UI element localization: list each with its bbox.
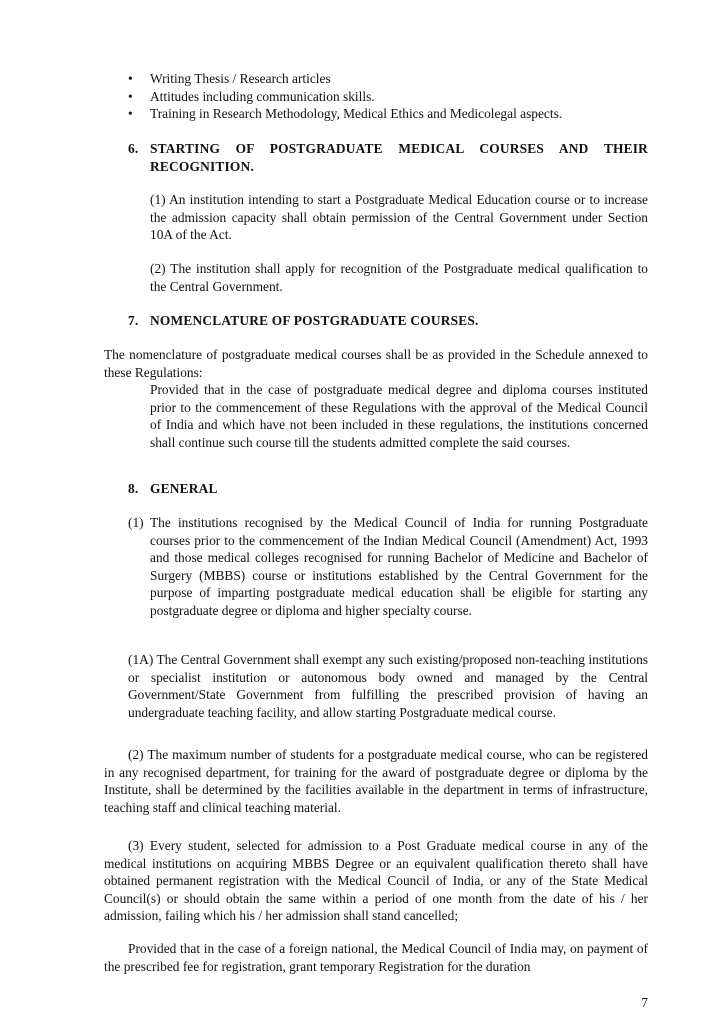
- section-7-heading: NOMENCLATURE OF POSTGRADUATE COURSES.: [150, 313, 479, 328]
- section-6-number: 6.: [128, 141, 139, 156]
- section-7-proviso: Provided that in the case of postgraduate medical degree and diploma courses instituted prior to the commencement of these Regulations with the approval of the Medical Council of India and which have not been included in these regulations, the institutions concerned shall continue such course till the students admitted complete the said courses.: [150, 382, 648, 450]
- section-8-heading: GENERAL: [150, 481, 218, 496]
- section-7-para-1: The nomenclature of postgraduate medical courses shall be as provided in the Schedule annexed to these Regulations:: [104, 347, 648, 380]
- bullet-icon: •: [128, 106, 133, 122]
- list-item: [128, 70, 668, 88]
- bullet-text: Training in Research Methodology, Medical Ethics and Medicolegal aspects.: [150, 106, 563, 122]
- clause-3-proviso: Provided that in the case of a foreign national, the Medical Council of India may, on payment of the prescribed fee for registration, grant temporary Registration for the duration: [104, 941, 648, 974]
- bullet-text: Writing Thesis / Research articles: [150, 71, 331, 86]
- section-7-number: 7.: [128, 313, 139, 328]
- clause-2: (2) The maximum number of students for a postgraduate medical course, who can be registered in any recognised department, for training for the award of postgraduate degree or diploma by the Institute, shall be determined by the facilities available in the department in terms of infrastructure, teaching staff and clinical teaching material.: [104, 747, 648, 815]
- bullet-icon: •: [128, 71, 133, 86]
- clause-1-number: (1): [128, 515, 144, 530]
- section-6-para-2: (2) The institution shall apply for recognition of the Postgraduate medical qualification to the Central Government.: [150, 261, 648, 294]
- bullet-icon: •: [128, 88, 133, 104]
- clause-1a: (1A) The Central Government shall exempt any such existing/proposed non-teaching institutions or specialist institution or autonomous body owned and managed by the Central Government/State Government from fulfilling the prescribed provision of having an undergraduate teaching facility, and allow starting Postgraduate medical course.: [128, 652, 648, 720]
- list-item: [128, 88, 668, 106]
- bullet-list: [128, 70, 668, 123]
- bullet-text: Attitudes including communication skills.: [150, 88, 375, 104]
- list-item: [128, 105, 668, 123]
- section-8-number: 8.: [128, 481, 139, 496]
- section-6-heading: STARTING OF POSTGRADUATE MEDICAL COURSES AND THEIR RECOGNITION.: [150, 141, 648, 174]
- section-6-para-1: (1) An institution intending to start a Postgraduate Medical Education course or to increase the admission capacity shall obtain permission of the Central Government under Section 10A of the Act.: [150, 192, 648, 243]
- clause-3: (3) Every student, selected for admission to a Post Graduate medical course in any of the medical institutions on acquiring MBBS Degree or an equivalent qualification thereto shall have obtained permanent registration with the Medical Council of India, or any of the State Medical Council(s) or should obtain the same within a period of one month from the date of his / her admission, failing which his / her admission shall stand cancelled;: [104, 838, 648, 924]
- page-number: 7: [641, 995, 648, 1010]
- clause-1: The institutions recognised by the Medical Council of India for running Postgraduate courses prior to the commencement of the Indian Medical Council (Amendment) Act, 1993 and those medical colleges recognised for running Bachelor of Medicine and Bachelor of Surgery (MBBS) course or institutions established by the Central Government for the purpose of imparting postgraduate medical education shall be eligible for starting any postgraduate degree or diploma and higher specialty course.: [150, 515, 648, 618]
